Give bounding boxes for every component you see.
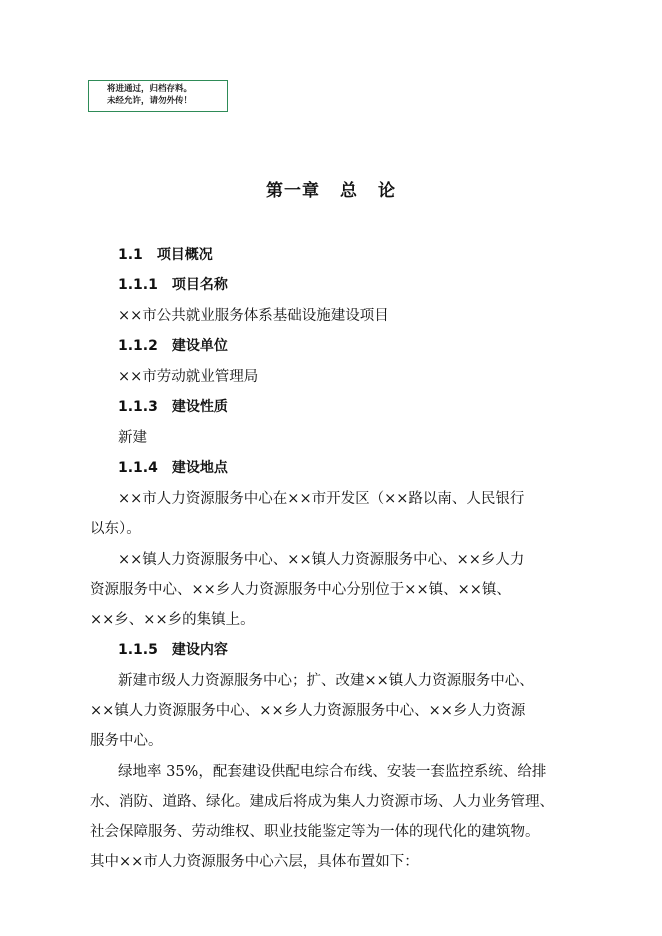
location-paragraph-1-line-1: ××市人力资源服务中心在××市开发区（××路以南、人民银行 <box>118 491 525 507</box>
section-heading-1-1 <box>118 244 213 264</box>
section-title: 项目名称 <box>171 277 228 293</box>
section-title: 建设内容 <box>171 642 228 658</box>
chapter-title <box>0 176 662 201</box>
section-title: 项目概况 <box>156 247 213 263</box>
section-number: 1.1.3 <box>118 399 158 415</box>
project-name-text: ××市公共就业服务体系基础设施建设项目 <box>118 308 389 324</box>
content-paragraph-2-line-2: 水、消防、道路、绿化。建成后将成为集人力资源市场、人力业务管理、 <box>90 794 554 810</box>
stamp-line-2: 未经允许，请勿外传！ <box>107 96 193 106</box>
section-number: 1.1.5 <box>118 642 158 658</box>
chapter-title-char-2: 论 <box>378 181 396 201</box>
location-paragraph-2-line-2: 资源服务中心、××乡人力资源服务中心分别位于××镇、××镇、 <box>90 582 511 598</box>
section-title: 建设性质 <box>171 399 228 415</box>
content-paragraph-1-line-2: ××镇人力资源服务中心、××乡人力资源服务中心、××乡人力资源 <box>90 703 526 719</box>
chapter-label: 第一章 <box>266 181 320 201</box>
section-number: 1.1.2 <box>118 338 158 354</box>
section-heading-1-1-3 <box>118 396 228 416</box>
confidential-stamp <box>88 80 228 112</box>
section-number: 1.1.1 <box>118 277 158 293</box>
location-paragraph-1-line-2: 以东）。 <box>90 521 141 537</box>
location-paragraph-2-line-1: ××镇人力资源服务中心、××镇人力资源服务中心、××乡人力 <box>118 552 525 568</box>
nature-text: 新建 <box>118 430 147 446</box>
section-title: 建设单位 <box>171 338 228 354</box>
chapter-title-char-1: 总 <box>340 181 358 201</box>
content-paragraph-2-line-4: 其中××市人力资源服务中心六层，具体布置如下： <box>90 854 419 870</box>
stamp-line-1: 将进通过，归档存料。 <box>107 84 193 94</box>
section-heading-1-1-1 <box>118 274 228 294</box>
content-paragraph-2-line-3: 社会保障服务、劳动维权、职业技能鉴定等为一体的现代化的建筑物。 <box>90 824 540 840</box>
section-number: 1.1.4 <box>118 460 158 476</box>
section-heading-1-1-2 <box>118 335 228 355</box>
content-paragraph-1-line-1: 新建市级人力资源服务中心；扩、改建××镇人力资源服务中心、 <box>118 673 534 689</box>
builder-text: ××市劳动就业管理局 <box>118 369 259 385</box>
section-heading-1-1-5 <box>118 639 228 659</box>
section-heading-1-1-4 <box>118 457 228 477</box>
content-paragraph-2-line-1: 绿地率 35%，配套建设供配电综合布线、安装一套监控系统、给排 <box>118 764 547 780</box>
location-paragraph-2-line-3: ××乡、××乡的集镇上。 <box>90 612 255 628</box>
section-number: 1.1 <box>118 247 143 263</box>
content-paragraph-1-line-3: 服务中心。 <box>90 733 163 749</box>
section-title: 建设地点 <box>171 460 228 476</box>
